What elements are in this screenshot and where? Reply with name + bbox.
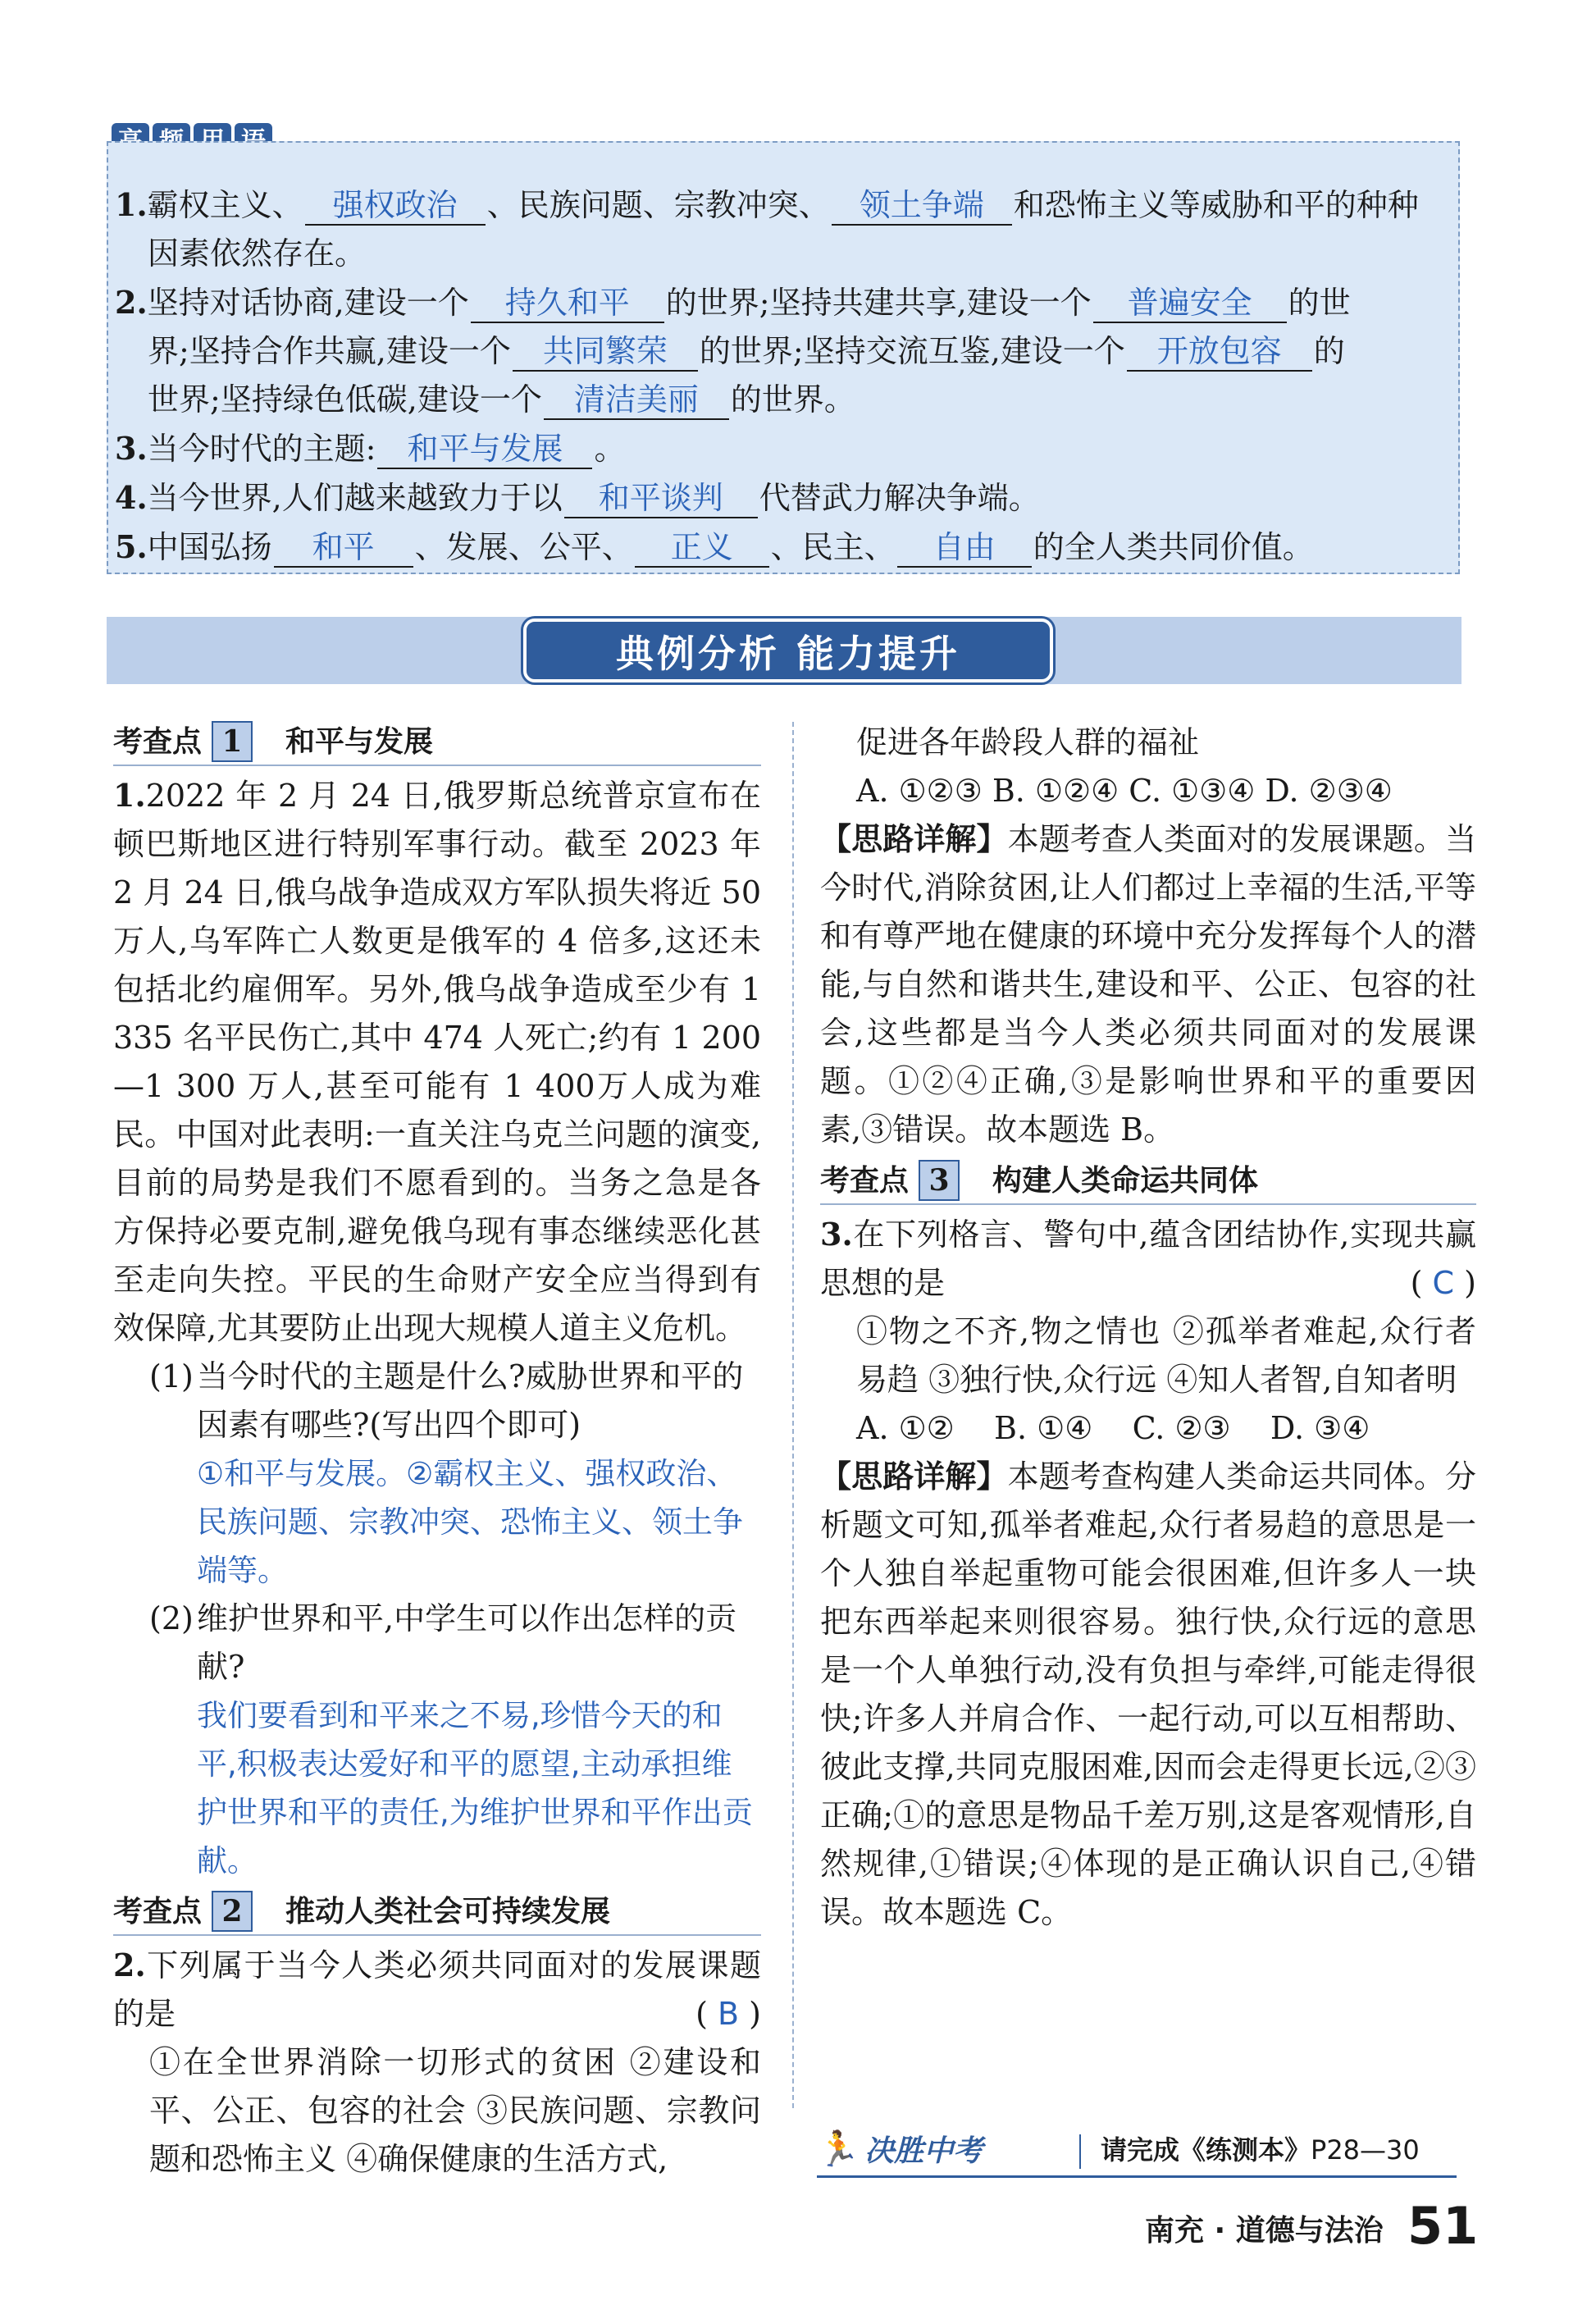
question-2-options-cont: 促进各年龄段人群的福祉 [856,724,1200,760]
sub-question-1 [113,1353,761,1449]
answer-choice: C [1432,1265,1455,1301]
text: 当今世界,人们越来越致力于以 [147,480,563,516]
question-text: 在下列格言、警句中,蕴含团结协作,实现共赢思想的是 [820,1216,1476,1301]
page-number: 51 [1407,2196,1479,2256]
hf-line-5 [115,424,1452,473]
question-text: 下列属于当今人类必须共同面对的发展课题的是 [113,1947,761,2032]
footer-rule [817,2175,1457,2178]
text: 和恐怖主义等威胁和平的种种 [1013,187,1419,223]
fill-blank: 共同繁荣 [513,332,698,372]
text: 当今时代的主题: [147,431,376,467]
task-pages: P28—30 [1311,2134,1420,2166]
hf-line-4 [115,376,1452,424]
item-number: 5. [115,528,148,565]
question-2-choices: A. ①②③ B. ①②④ C. ①③④ D. ②③④ [856,773,1393,809]
sub-number: (1) [149,1358,194,1394]
kd-label: 考查点 [113,1894,203,1928]
column-divider [792,722,794,2108]
question-3-options: ①物之不齐,物之情也 ②孤举者难起,众行者易趋 ③独行快,众行远 ④知人者智,自知者明 [856,1313,1476,1398]
hf-line-1b: 因素依然存在。 [148,235,367,272]
fill-blank: 开放包容 [1127,332,1312,372]
text: 代替武力解决争端。 [759,480,1040,516]
question-number: 3. [820,1216,853,1253]
brand-logo [817,2126,1038,2172]
fill-blank: 强权政治 [305,186,486,226]
text: 、民主、 [770,529,896,565]
task-text: 请完成《练测本》 [1101,2134,1311,2166]
question-number: 2. [113,1947,146,1983]
fill-blank: 持久和平 [471,284,664,323]
text: 的世界。 [730,381,855,418]
hf-line-6 [115,473,1452,523]
answer-1: ①和平与发展。②霸权主义、强权政治、民族问题、宗教冲突、恐怖主义、领土争端等。 [197,1456,743,1588]
item-number: 1. [115,186,148,223]
logo-text: 决胜中考 [864,2134,983,2168]
fill-blank: 清洁美丽 [544,381,729,420]
question-number: 1. [113,777,146,814]
section-title: 典例分析 能力提升 [523,618,1053,682]
question-2 [113,1941,761,2038]
hf-line-1 [115,180,1452,230]
explanation-text: 本题考查构建人类命运共同体。分析题文可知,孤举者难起,众行者易趋的意思是一个人独自举起重物可能会很困难,但许多人一块把东西举起来则很容易。独行快,众行远的意思是一个人单独行动,没有负担与牵绊,可能走得很快;许多人并肩合作、一起行动,可以互相帮助、彼此支撑,共同克服困难,因而会走得更长远,②③正确;①的意思是物品千差万别,这是客观情形,自然规律,①错误;④体现的是正确认识自己,④错误。故本题选 C。 [820,1458,1476,1930]
fill-blank: 和平 [274,528,413,568]
item-number: 3. [115,430,148,467]
explanation-3 [820,1453,1476,1937]
sub-question-text: 当今时代的主题是什么?威胁世界和平的因素有哪些?(写出四个即可) [197,1358,744,1443]
sub-question-2 [113,1595,761,1691]
text: 坚持对话协商,建设一个 [147,285,469,321]
fill-blank: 自由 [897,528,1032,568]
knowledge-point-header [113,719,761,766]
footer-divider [1079,2134,1081,2169]
answer-2: 我们要看到和平来之不易,珍惜今天的和平,积极表达爱好和平的愿望,主动承担维护世界和平的责任,为维护世界和平作出贡献。 [197,1698,753,1878]
kd-title: 和平与发展 [285,724,434,759]
question-text: 2022 年 2 月 24 日,俄罗斯总统普京宣布在顿巴斯地区进行特别军事行动。截至 2023 年 2 月 24 日,俄乌战争造成双方军队损失将近 50 万人,乌军阵亡人数更是俄军的 4 倍多,这还未包括北约雇佣军。另外,俄乌战争造成至少有 1 335 名平民伤亡,其中 474 人死亡;约有 1 200—1 300 万人,甚至可能有 1 400万人成为难民。中国对此表明:一直关注乌克兰问题的演变,目前的局势是我们不愿看到的。当务之急是各方保持必要克制,避免俄乌现有事态继续恶化甚至走向失控。平民的生命财产安全应当得到有效保障,尤其要防止出现大规模人道主义危机。 [113,778,761,1346]
fill-blank: 和平谈判 [564,479,758,518]
sub-number: (2) [149,1600,194,1636]
runner-icon: 🏃 [817,2129,860,2169]
kd-title: 构建人类命运共同体 [992,1163,1259,1198]
fill-blank: 领土争端 [832,186,1012,226]
fill-blank: 正义 [635,528,769,568]
text: 中国弘扬 [147,529,272,565]
answer-bracket: ( C ) [1410,1265,1476,1301]
practice-reference [1101,2129,1420,2170]
kd-label: 考查点 [820,1163,910,1198]
text: 世界;坚持绿色低碳,建设一个 [148,381,542,418]
text: 的世 [1288,285,1351,321]
explanation-2 [820,815,1476,1154]
text: 的世界;坚持交流互鉴,建设一个 [699,333,1125,369]
high-frequency-box [107,141,1460,574]
sub-question-text: 维护世界和平,中学生可以作出怎样的贡献? [197,1600,737,1685]
kd-title: 推动人类社会可持续发展 [285,1894,611,1928]
hf-line-2 [115,278,1452,327]
explanation-tag: 【思路详解】 [820,1458,1008,1495]
fill-blank: 普遍安全 [1093,284,1287,323]
explanation-tag: 【思路详解】 [820,821,1008,857]
text: 、发展、公平、 [414,529,633,565]
kd-number: 1 [212,721,253,762]
text: 的全人类共同价值。 [1033,529,1314,565]
text: 的 [1313,333,1345,369]
left-column [113,719,761,2184]
text: 、民族问题、宗教冲突、 [486,187,830,223]
item-number: 2. [115,284,148,321]
text: 界;坚持合作共赢,建设一个 [148,333,511,369]
answer-choice: B [718,1996,740,2032]
explanation-text: 本题考查人类面对的发展课题。当今时代,消除贫困,让人们都过上幸福的生活,平等和有尊严地在健康的环境中充分发挥每个人的潜能,与自然和谐共生,建设和平、公正、包容的社会,这些都是当今人类必须共同面对的发展课题。①②④正确,③是影响世界和平的重要因素,③错误。故本题选 B。 [820,821,1476,1148]
text: 的世界;坚持共建共享,建设一个 [665,285,1092,321]
answer-bracket: ( B ) [695,1996,761,2032]
question-3 [820,1210,1476,1308]
item-number: 4. [115,479,148,516]
kd-label: 考查点 [113,724,203,759]
question-3-choices: A. ①② B. ①④ C. ②③ D. ③④ [856,1410,1370,1446]
hf-line-3 [115,327,1452,376]
text: 霸权主义、 [147,187,303,223]
text: 。 [594,431,626,467]
fill-blank: 和平与发展 [377,430,592,469]
knowledge-point-header [113,1888,761,1936]
knowledge-point-header [820,1157,1476,1205]
question-1 [113,771,761,1353]
hf-line-7 [115,523,1452,572]
kd-number: 3 [919,1160,960,1201]
kd-number: 2 [212,1891,253,1932]
question-2-options: ①在全世界消除一切形式的贫困 ②建设和平、公正、包容的社会 ③民族问题、宗教问题和恐怖主义 ④确保健康的生活方式, [149,2044,761,2177]
book-label: 南充 · 道德与法治 [1145,2214,1384,2248]
right-column [820,719,1476,1937]
